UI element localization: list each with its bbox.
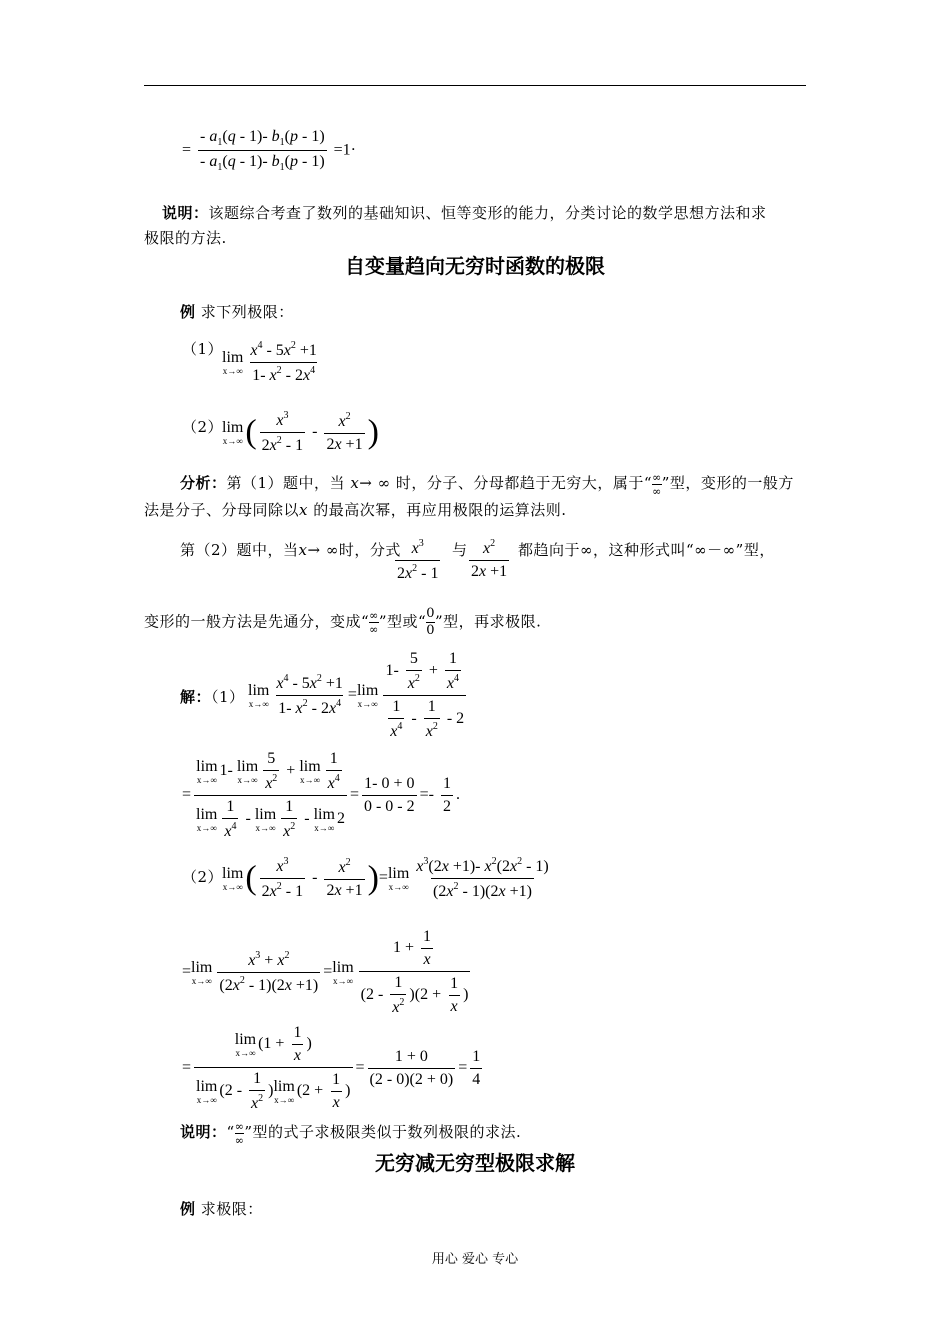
analysis-fraction-1: $\frac{x^3}{2x^2 - 1}$ <box>397 538 439 582</box>
section2-example: 例 求极限： <box>180 1200 263 1218</box>
item2-expression: lim x→∞ ( $\frac{x^3}{2x^2 - 1}$ - $\frac{x^2}{2x +1}$ ) <box>222 410 379 454</box>
solution2-step3: = lim x→∞ (1 + $\frac{1}{x}$ ) lim x→∞ (2 - $\frac{1}{x^2}$ ) lim x→∞ (2 + $\frac{1}{x}$ ) = $\frac{1 + 0}{(2 - 0)(2 + 0)}$ = $\frac{1}{4}$ <box>182 1024 481 1112</box>
note1-line2: 极限的方法. <box>144 229 227 247</box>
solution2-step1: lim x→∞ ( $\frac{x^3}{2x^2 - 1}$ - $\frac{x^2}{2x +1}$ )= lim x→∞ $\frac{x^3(2x +1)- x^2(2x^2 - 1)}{(2x^2 - 1)(2x +1)}$ <box>222 856 549 900</box>
analysis-fraction-2: $\frac{x^2}{2x +1}$ <box>471 538 508 580</box>
item1-label: （1） <box>182 340 224 358</box>
item1-expression: lim x→∞ $\frac{x^4 - 5x^2 +1}{1- x^2 - 2x^4}$ <box>222 340 317 384</box>
analysis-line3: 第（2）题中，当x→ ∞时，分式 <box>180 541 401 559</box>
section1-title: 自变量趋向无穷时函数的极限 <box>345 254 605 278</box>
item2-label: （2） <box>182 418 224 436</box>
analysis-line1: 分析：第（1）题中，当 x→ ∞ 时，分子、分母都趋于无穷大，属于“ $\frac{\infty}{\infty}$ ”型，变形的一般方 <box>180 470 794 498</box>
page-footer: 用心 爱心 专心 <box>431 1252 519 1267</box>
equation-top: = $\frac{- a_1(q - 1)- b_1(p - 1)}{- a_1(q - 1)- b_1(p - 1)}$ =1· <box>182 128 357 174</box>
note1-line1: 说明：该题综合考查了数列的基础知识、恒等变形的能力，分类讨论的数学思想方法和求 <box>162 204 767 222</box>
solution1-step1: lim x→∞ $\frac{x^4 - 5x^2 +1}{1- x^2 - 2x^4}$ = lim x→∞ 1- $\frac{5}{x^2}$ + $\frac{1}{x^4}$ $\frac{1}{x^4}$ - $\frac{1}{x^2}$ - 2 <box>248 650 465 740</box>
solution-label: 解：（1） <box>180 688 245 706</box>
header-rule <box>144 85 806 86</box>
analysis-and: 与 <box>452 541 468 559</box>
note2: 说明：“ $\frac{\infty}{\infty}$ ”型的式子求极限类似于数列极限的求法. <box>180 1119 522 1147</box>
solution2-step2: = lim x→∞ $\frac{x^3 + x^2}{(2x^2 - 1)(2x +1)}$ = lim x→∞ 1 + $\frac{1}{x}$ (2 - $\frac{1}{x^2}$ )(2 + $\frac{1}{x}$ ) <box>182 928 469 1016</box>
solution2-label: （2） <box>182 868 224 886</box>
analysis-line4: 变形的一般方法是先通分，变成“ $\frac{\infty}{\infty}$ ”型或“ $\frac{0}{0}$ ”型，再求极限. <box>144 606 542 638</box>
solution1-step2: = lim x→∞ 1- lim x→∞ $\frac{5}{x^2}$ + lim x→∞ $\frac{1}{x^4}$ lim x→∞ $\frac{1}{x^4}$ - lim x→∞ $\frac{1}{x^2}$ - lim x→∞ 2 = $\frac{1- 0 + 0}{0 - 0 - 2}$ =- $\frac{1}{2}$ . <box>182 750 460 840</box>
section1-example: 例 求下列极限： <box>180 303 294 321</box>
analysis-line2: 法是分子、分母同除以x 的最高次幂，再应用极限的运算法则. <box>144 501 567 519</box>
section2-title: 无穷减无穷型极限求解 <box>375 1151 575 1175</box>
analysis-line3-end: 都趋向于∞，这种形式叫“∞－∞”型， <box>518 541 775 559</box>
